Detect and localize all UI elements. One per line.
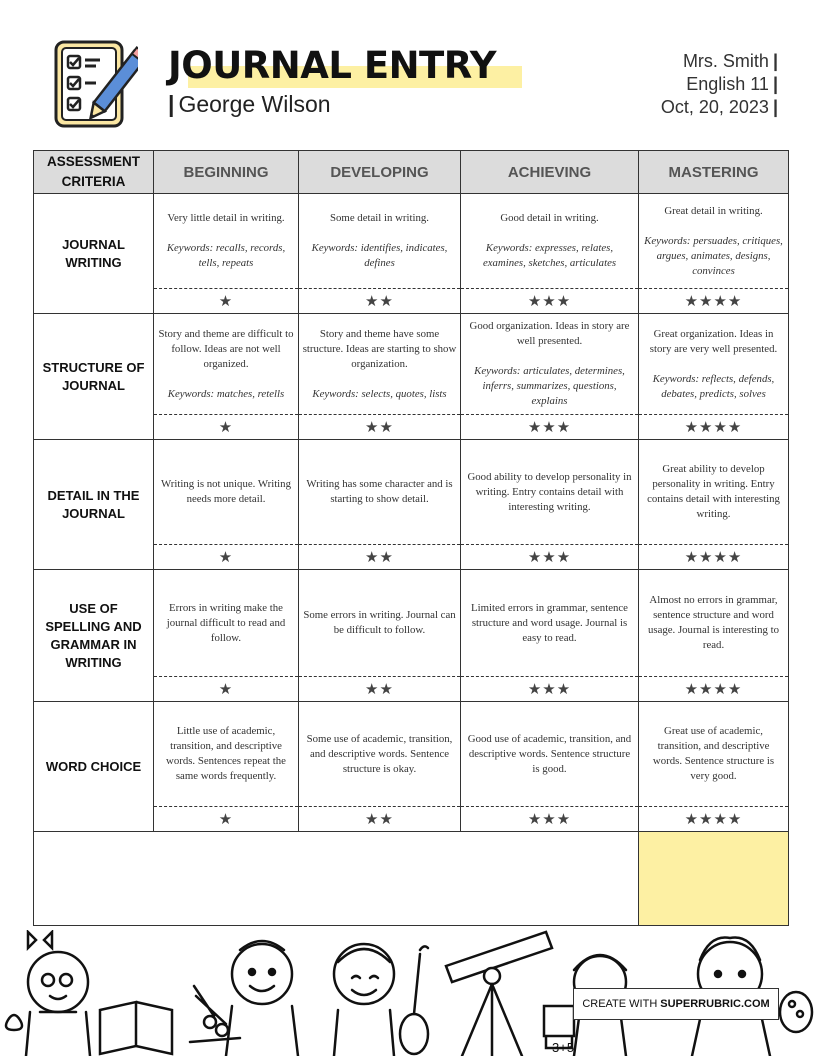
level-header: BEGINNING <box>154 151 299 194</box>
criterion-label: JOURNAL WRITING <box>34 194 154 314</box>
star-rating[interactable]: ★ <box>154 289 299 314</box>
star-rating[interactable]: ★★★ <box>461 415 639 440</box>
keywords: Keywords: identifies, indicates, defines <box>311 242 448 269</box>
class-meta <box>661 50 778 119</box>
keywords: Keywords: reflects, defends, debates, predicts, solves <box>652 372 775 400</box>
level-header: ACHIEVING <box>461 151 639 194</box>
level-description: Some use of academic, transition, and descriptive words. Sentence structure is okay. <box>299 702 461 807</box>
keywords: Keywords: persuades, critiques, argues, animates, designs, convinces <box>644 234 783 277</box>
class-name: English 11 <box>686 74 769 94</box>
level-description: Great organization. Ideas in story are very well presented. Keywords: reflects, defends, debates, predicts, solves <box>639 314 789 415</box>
level-description: Very little detail in writing. Keywords: recalls, records, tells, repeats <box>154 194 299 289</box>
student-name-line: | George Wilson <box>168 91 331 117</box>
criterion-label: USE OF SPELLING AND GRAMMAR IN WRITING <box>34 570 154 702</box>
rubric-row <box>34 314 789 415</box>
star-rating[interactable]: ★★ <box>299 289 461 314</box>
level-description: Good detail in writing. Keywords: expresses, relates, examines, sketches, articulates <box>461 194 639 289</box>
rubric-row <box>34 702 789 807</box>
teacher-name: Mrs. Smith <box>682 51 769 71</box>
level-description: Limited errors in grammar, sentence structure and word usage. Journal is easy to read. <box>461 570 639 677</box>
score-row <box>34 832 789 926</box>
level-description: Great ability to develop personality in writing. Entry contains detail with interesting writing. <box>639 440 789 545</box>
level-header: DEVELOPING <box>299 151 461 194</box>
star-rating[interactable]: ★ <box>154 415 299 440</box>
level-description: Good organization. Ideas in story are well presented. Keywords: articulates, determines, inferrs, summarizes, questions, explains <box>461 314 639 415</box>
star-rating[interactable]: ★★ <box>299 677 461 702</box>
star-rating[interactable]: ★★ <box>299 415 461 440</box>
level-description: Story and theme are difficult to follow. Ideas are not well organized. Keywords: matches, retells <box>154 314 299 415</box>
star-rating[interactable]: ★★★ <box>461 545 639 570</box>
criterion-label: DETAIL IN THE JOURNAL <box>34 440 154 570</box>
star-rating[interactable]: ★★★★ <box>639 807 789 832</box>
keywords: Keywords: selects, quotes, lists <box>312 387 447 400</box>
comments-area <box>34 832 639 926</box>
page-title: JOURNAL ENTRY <box>168 44 497 87</box>
level-description: Little use of academic, transition, and descriptive words. Sentences repeat the same words frequently. <box>154 702 299 807</box>
star-rating[interactable]: ★★★★ <box>639 289 789 314</box>
star-rating[interactable]: ★★★★ <box>639 415 789 440</box>
level-description: Good use of academic, transition, and descriptive words. Sentence structure is good. <box>461 702 639 807</box>
criterion-label: WORD CHOICE <box>34 702 154 832</box>
rubric-header-row <box>34 151 789 194</box>
doodle-math: 3+5 <box>552 1040 575 1055</box>
star-rating[interactable]: ★★★ <box>461 807 639 832</box>
level-description: Great detail in writing. Keywords: persuades, critiques, argues, animates, designs, convinces <box>639 194 789 289</box>
checklist-pencil-icon <box>52 38 138 130</box>
star-rating[interactable]: ★★★ <box>461 289 639 314</box>
star-rating[interactable]: ★★ <box>299 807 461 832</box>
student-name: George Wilson <box>178 91 331 117</box>
class-line: English 11 | <box>686 74 778 94</box>
rubric-row <box>34 570 789 677</box>
credit-badge[interactable] <box>573 988 779 1020</box>
score-box <box>639 832 789 926</box>
level-description: Good ability to develop personality in writing. Entry contains detail with interesting writing. <box>461 440 639 545</box>
keywords: Keywords: articulates, determines, inferrs, summarizes, questions, explains <box>474 365 625 407</box>
level-description: Writing has some character and is starting to show detail. <box>299 440 461 545</box>
criteria-header: ASSESSMENT CRITERIA <box>34 151 154 194</box>
level-header: MASTERING <box>639 151 789 194</box>
keywords: Keywords: expresses, relates, examines, sketches, articulates <box>482 242 617 269</box>
title-block <box>168 44 528 88</box>
level-description: Almost no errors in grammar, sentence structure and word usage. Journal is interesting to read. <box>639 570 789 677</box>
star-rating[interactable]: ★★★ <box>461 677 639 702</box>
level-description: Errors in writing make the journal difficult to read and follow. <box>154 570 299 677</box>
keywords: Keywords: matches, retells <box>167 387 285 400</box>
star-rating[interactable]: ★ <box>154 677 299 702</box>
credit-brand: SUPERRUBRIC.COM <box>660 998 770 1010</box>
level-description: Writing is not unique. Writing needs more detail. <box>154 440 299 545</box>
credit-prefix: CREATE WITH <box>582 998 658 1010</box>
teacher-line: Mrs. Smith | <box>682 51 778 71</box>
level-description: Story and theme have some structure. Ideas are starting to show organization. Keywords: selects, quotes, lists <box>299 314 461 415</box>
level-description: Great use of academic, transition, and descriptive words. Sentence structure is very good. <box>639 702 789 807</box>
star-rating[interactable]: ★★★★ <box>639 677 789 702</box>
rubric-row <box>34 440 789 545</box>
keywords: Keywords: recalls, records, tells, repeats <box>166 242 286 269</box>
star-rating[interactable]: ★ <box>154 545 299 570</box>
rubric-table <box>33 150 789 926</box>
level-description: Some detail in writing. Keywords: identifies, indicates, defines <box>299 194 461 289</box>
date-line: Oct, 20, 2023 | <box>660 97 778 117</box>
rubric-row <box>34 194 789 289</box>
level-description: Some errors in writing. Journal can be difficult to follow. <box>299 570 461 677</box>
star-rating[interactable]: ★ <box>154 807 299 832</box>
entry-date: Oct, 20, 2023 <box>660 97 769 117</box>
star-rating[interactable]: ★★ <box>299 545 461 570</box>
criterion-label: STRUCTURE OF JOURNAL <box>34 314 154 440</box>
star-rating[interactable]: ★★★★ <box>639 545 789 570</box>
